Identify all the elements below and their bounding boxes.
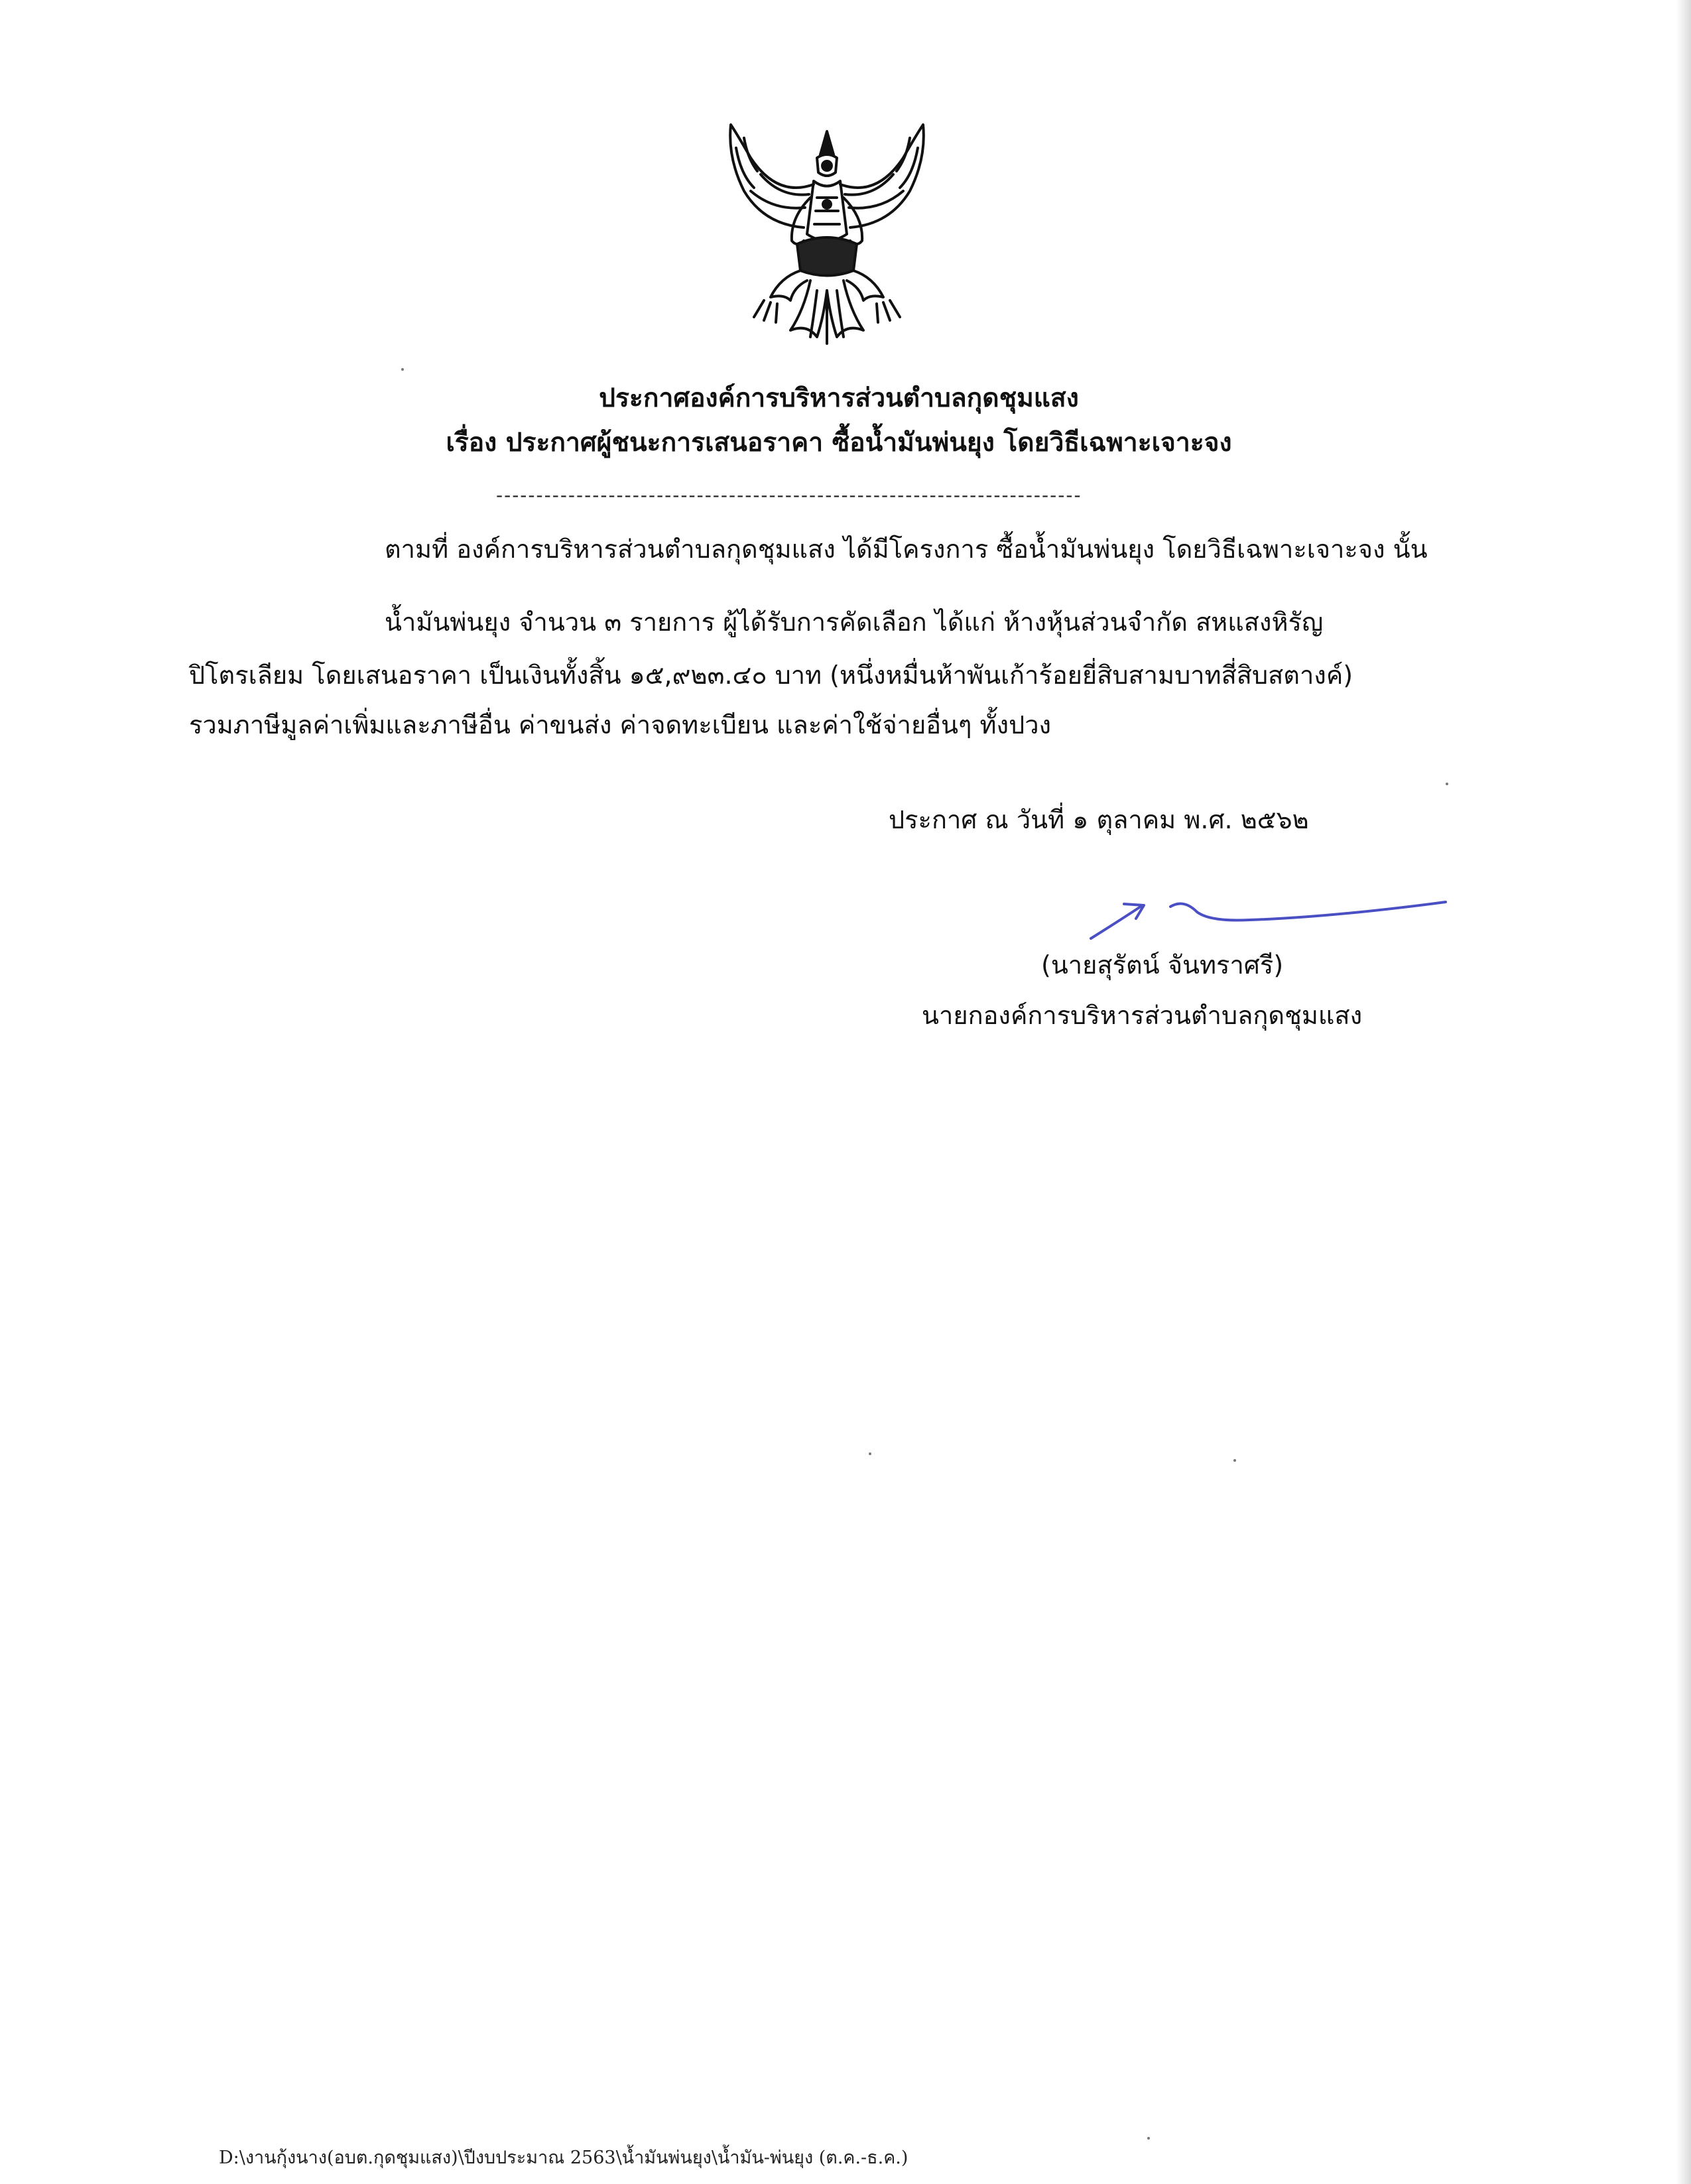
garuda-emblem-icon — [718, 118, 936, 357]
body-paragraph-2-line-2: ปิโตรเลียม โดยเสนอราคา เป็นเงินทั้งสิ้น ๑๕,๙๒๓.๔๐ บาท (หนึ่งหมื่นห้าพันเก้าร้อยยี่สิบสามบาทสี่สิบสตางค์) — [189, 661, 1353, 690]
scan-speck — [401, 368, 404, 371]
signer-position: นายกองค์การบริหารส่วนตำบลกุดชุมแสง — [922, 1001, 1363, 1030]
page-edge-shadow — [1676, 0, 1691, 2184]
scan-speck — [1233, 1459, 1236, 1462]
scan-speck — [1147, 2137, 1150, 2140]
footer-file-path: D:\งานกุ้งนาง(อบต.กุดชุมแสง)\ปีงบประมาณ 2563\น้ำมันพ่นยุง\น้ำมัน-พ่นยุง (ต.ค.-ธ.ค.) — [219, 2148, 908, 2168]
body-paragraph-2-line-3: รวมภาษีมูลค่าเพิ่มและภาษีอื่น ค่าขนส่ง ค่าจดทะเบียน และค่าใช้จ่ายอื่นๆ ทั้งปวง — [189, 710, 1052, 739]
body-paragraph-1: ตามที่ องค์การบริหารส่วนตำบลกุดชุมแสง ได้มีโครงการ ซื้อน้ำมันพ่นยุง โดยวิธีเฉพาะเจาะจง นั้น — [385, 535, 1428, 564]
body-paragraph-2-line-1: น้ำมันพ่นยุง จำนวน ๓ รายการ ผู้ได้รับการคัดเลือก ได้แก่ ห้างหุ้นส่วนจำกัด สหแสงหิรัญ — [385, 608, 1324, 637]
scan-speck — [869, 1452, 871, 1455]
scan-speck — [1446, 783, 1448, 785]
document-title-line-1: ประกาศองค์การบริหารส่วนตำบลกุดชุมแสง — [599, 383, 1079, 413]
signer-name: (นายสุรัตน์ จันทราศรี) — [1041, 950, 1284, 980]
handwritten-signature-icon — [1078, 892, 1449, 945]
title-divider: ------------------------------------------------------------------------- — [496, 484, 1082, 506]
document-title-line-2: เรื่อง ประกาศผู้ชนะการเสนอราคา ซื้อน้ำมันพ่นยุง โดยวิธีเฉพาะเจาะจง — [446, 428, 1232, 458]
announcement-date: ประกาศ ณ วันที่ ๑ ตุลาคม พ.ศ. ๒๕๖๒ — [889, 805, 1309, 834]
